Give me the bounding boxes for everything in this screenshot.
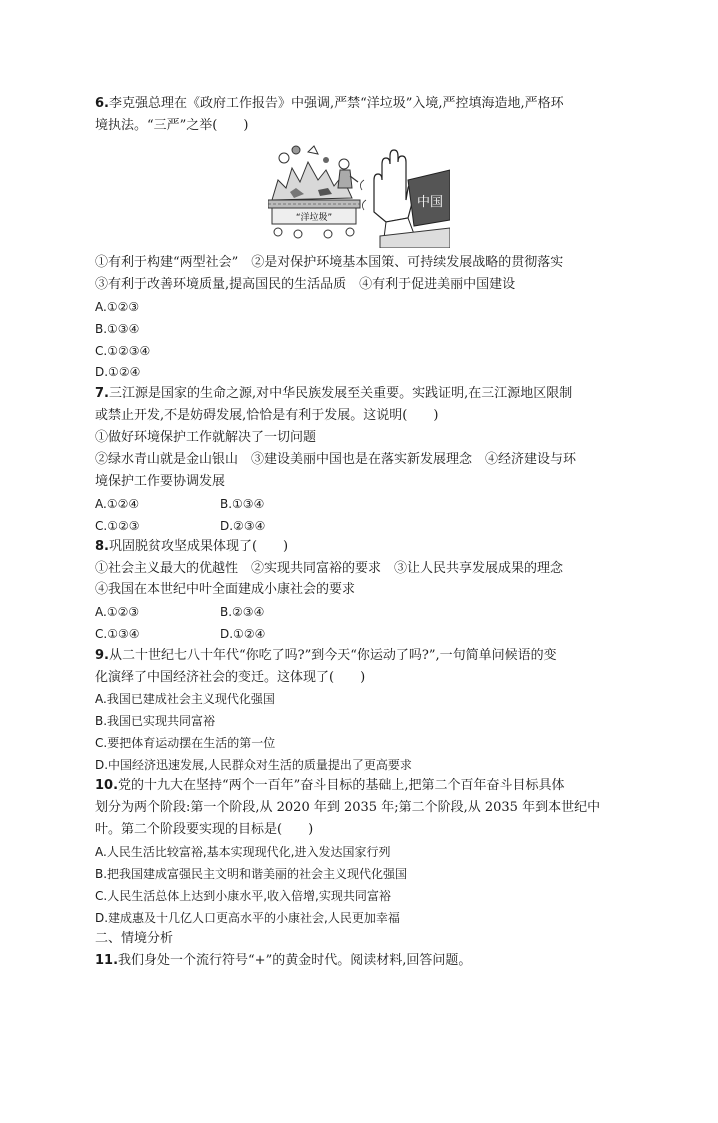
q8-option-d[interactable]: D.①②④ <box>220 627 266 641</box>
q10-stem-line-3: 叶。第二个阶段要实现的目标是( ) <box>95 822 314 837</box>
q10-stem-line-2: 划分为两个阶段:第一个阶段,从 2020 年到 2035 年;第二个阶段,从 2035 年到本世纪中 <box>95 800 601 815</box>
q9-option-a[interactable]: A.我国已建成社会主义现代化强国 <box>95 692 275 706</box>
q9-option-d[interactable]: D.中国经济迅速发展,人民群众对生活的质量提出了更高要求 <box>95 758 412 772</box>
q6-number: 6. <box>95 96 109 111</box>
q8-number: 8. <box>95 539 109 554</box>
q10-option-a[interactable]: A.人民生活比较富裕,基本实现现代化,进入发达国家行列 <box>95 845 391 859</box>
china-sleeve <box>408 170 450 226</box>
q10-number: 10. <box>95 778 119 793</box>
q7-stem-line-1: 7.三江源是国家的生命之源,对中华民族发展至关重要。实践证明,在三江源地区限制 <box>95 386 573 401</box>
q6-cartoon-illustration <box>268 140 450 248</box>
person-figure-icon <box>338 159 358 188</box>
q8-option-c[interactable]: C.①③④ <box>95 627 140 641</box>
q8-option-a[interactable]: A.①②③ <box>95 605 140 619</box>
q9-stem-line-2: 化演绎了中国经济社会的变迁。这体现了( ) <box>95 670 366 685</box>
q6-stem-line-1: 6.李克强总理在《政府工作报告》中强调,严禁“洋垃圾”入境,严控填海造地,严格环 <box>95 96 564 111</box>
q10-option-b[interactable]: B.把我国建成富强民主文明和谐美丽的社会主义现代化强国 <box>95 867 408 881</box>
q6-option-a[interactable]: A.①②③ <box>95 300 140 314</box>
q6-option-d[interactable]: D.①②④ <box>95 365 141 379</box>
q7-statement-line-3: 境保护工作要协调发展 <box>95 474 226 489</box>
q6-option-b[interactable]: B.①③④ <box>95 322 140 336</box>
q6-statement-line-2: ③有利于改善环境质量,提高国民的生活品质 ④有利于促进美丽中国建设 <box>95 277 516 292</box>
q7-option-b[interactable]: B.①③④ <box>220 497 265 511</box>
q7-stem-line-2: 或禁止开发,不是妨碍发展,恰恰是有利于发展。这说明( ) <box>95 408 439 423</box>
q6-stem-line-2: 境执法。“三严”之举( ) <box>95 118 249 133</box>
q11-number: 11. <box>95 953 119 968</box>
q8-statement-line-2: ④我国在本世纪中叶全面建成小康社会的要求 <box>95 582 356 597</box>
q10-option-d[interactable]: D.建成惠及十几亿人口更高水平的小康社会,人民更加幸福 <box>95 911 400 925</box>
q7-option-a[interactable]: A.①②④ <box>95 497 140 511</box>
q6-option-c[interactable]: C.①②③④ <box>95 344 151 358</box>
q8-option-b[interactable]: B.②③④ <box>220 605 265 619</box>
q7-statement-line-1: ①做好环境保护工作就解决了一切问题 <box>95 430 317 445</box>
q9-option-c[interactable]: C.要把体育运动摆在生活的第一位 <box>95 736 276 750</box>
q7-option-c[interactable]: C.①②③ <box>95 519 140 533</box>
q9-stem-line-1: 9.从二十世纪七八十年代“你吃了吗?”到今天“你运动了吗?”,一句简单问候语的变 <box>95 648 557 663</box>
q11-stem: 11.我们身处一个流行符号“+”的黄金时代。阅读材料,回答问题。 <box>95 953 472 968</box>
q6-statement-line-1: ①有利于构建“两型社会” ②是对保护环境基本国策、可持续发展战略的贯彻落实 <box>95 255 564 270</box>
q8-stem: 8.巩固脱贫攻坚成果体现了( ) <box>95 539 289 554</box>
q7-number: 7. <box>95 386 109 401</box>
q7-statement-line-2: ②绿水青山就是金山银山 ③建设美丽中国也是在落实新发展理念 ④经济建设与环 <box>95 452 577 467</box>
q7-option-d[interactable]: D.②③④ <box>220 519 266 533</box>
q10-stem-line-1: 10.党的十九大在坚持“两个一百年”奋斗目标的基础上,把第二个百年奋斗目标具体 <box>95 778 565 793</box>
q10-option-c[interactable]: C.人民生活总体上达到小康水平,收入倍增,实现共同富裕 <box>95 889 391 903</box>
china-caption: 中国 <box>416 195 444 210</box>
garbage-caption: “洋垃圾” <box>295 213 333 223</box>
q9-option-b[interactable]: B.我国已实现共同富裕 <box>95 714 216 728</box>
section-heading: 二、情境分析 <box>95 931 174 946</box>
q8-statement-line-1: ①社会主义最大的优越性 ②实现共同富裕的要求 ③让人民共享发展成果的理念 <box>95 561 564 576</box>
q9-number: 9. <box>95 648 109 663</box>
